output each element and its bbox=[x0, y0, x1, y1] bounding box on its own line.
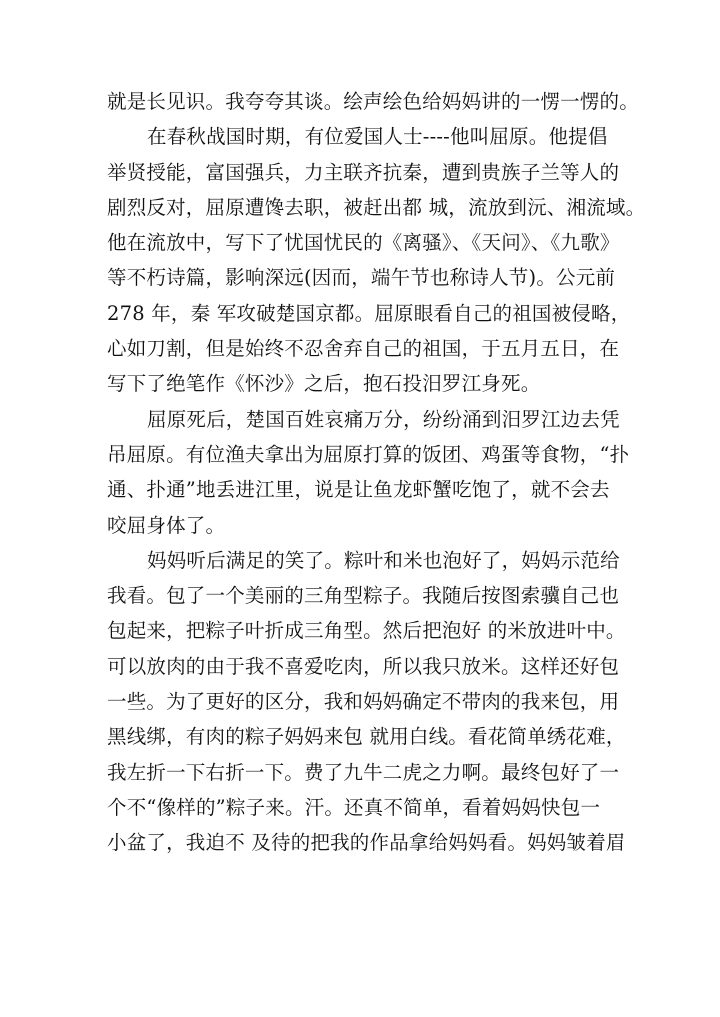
text-line: 他在流放中，写下了忧国忧民的《离骚》、《天问》、《九歌》 bbox=[107, 231, 620, 255]
text-line: 剧烈反对，屈原遭馋去职，被赶出都 城，流放到沅、湘流域。 bbox=[107, 195, 646, 219]
text-line: 等不朽诗篇，影响深远(因而，端午节也称诗人节)。公元前 bbox=[107, 266, 616, 290]
text-line: 个不“像样的”粽子来。汗。还真不简单，看着妈妈快包一 bbox=[107, 795, 601, 819]
text-line: 通、扑通”地丢进江里，说是让鱼龙虾蟹吃饱了，就不会去 bbox=[107, 478, 610, 502]
text-line: 我左折一下右折一下。费了九牛二虎之力啊。最终包好了一 bbox=[107, 760, 620, 784]
document-body bbox=[107, 84, 646, 861]
paragraph-start-line: 妈妈听后满足的笑了。粽叶和米也泡好了，妈妈示范给 bbox=[147, 548, 620, 572]
text-line: 举贤授能，富国强兵，力主联齐抗秦，遭到贵族子兰等人的 bbox=[107, 160, 620, 184]
text-line: 心如刀割，但是始终不忍舍弃自己的祖国，于五月五日，在 bbox=[107, 337, 620, 361]
paragraph-start-line: 屈原死后，楚国百姓哀痛万分，纷纷涌到汨罗江边去凭 bbox=[147, 407, 620, 431]
text-line: 写下了绝笔作《怀沙》之后，抱石投汨罗江身死。 bbox=[107, 372, 541, 396]
text-line: 278 年，秦 军攻破楚国京都。屈原眼看自己的祖国被侵略， bbox=[107, 301, 631, 325]
text-line: 咬屈身体了。 bbox=[107, 513, 226, 537]
text-line: 一些。为了更好的区分，我和妈妈确定不带肉的我来包，用 bbox=[107, 690, 620, 714]
text-line: 就是长见识。我夸夸其谈。绘声绘色给妈妈讲的一愣一愣的。 bbox=[107, 90, 639, 113]
paragraph-start-line: 在春秋战国时期，有位爱国人士----他叫屈原。他提倡 bbox=[147, 125, 608, 149]
text-line: 小盆了，我迫不 及待的把我的作品拿给妈妈看。妈妈皱着眉 bbox=[107, 831, 626, 855]
text-line: 包起来，把粽子叶折成三角型。然后把泡好 的米放进叶中。 bbox=[107, 619, 626, 643]
text-line: 可以放肉的由于我不喜爱吃肉，所以我只放米。这样还好包 bbox=[107, 654, 620, 678]
text-line: 黑线绑，有肉的粽子妈妈来包 就用白线。看花简单绣花难， bbox=[107, 725, 626, 749]
text-line: 我看。包了一个美丽的三角型粽子。我随后按图索骥自己也 bbox=[107, 584, 620, 608]
text-line: 吊屈原。有位渔夫拿出为屈原打算的饭团、鸡蛋等食物，“扑 bbox=[107, 442, 630, 466]
